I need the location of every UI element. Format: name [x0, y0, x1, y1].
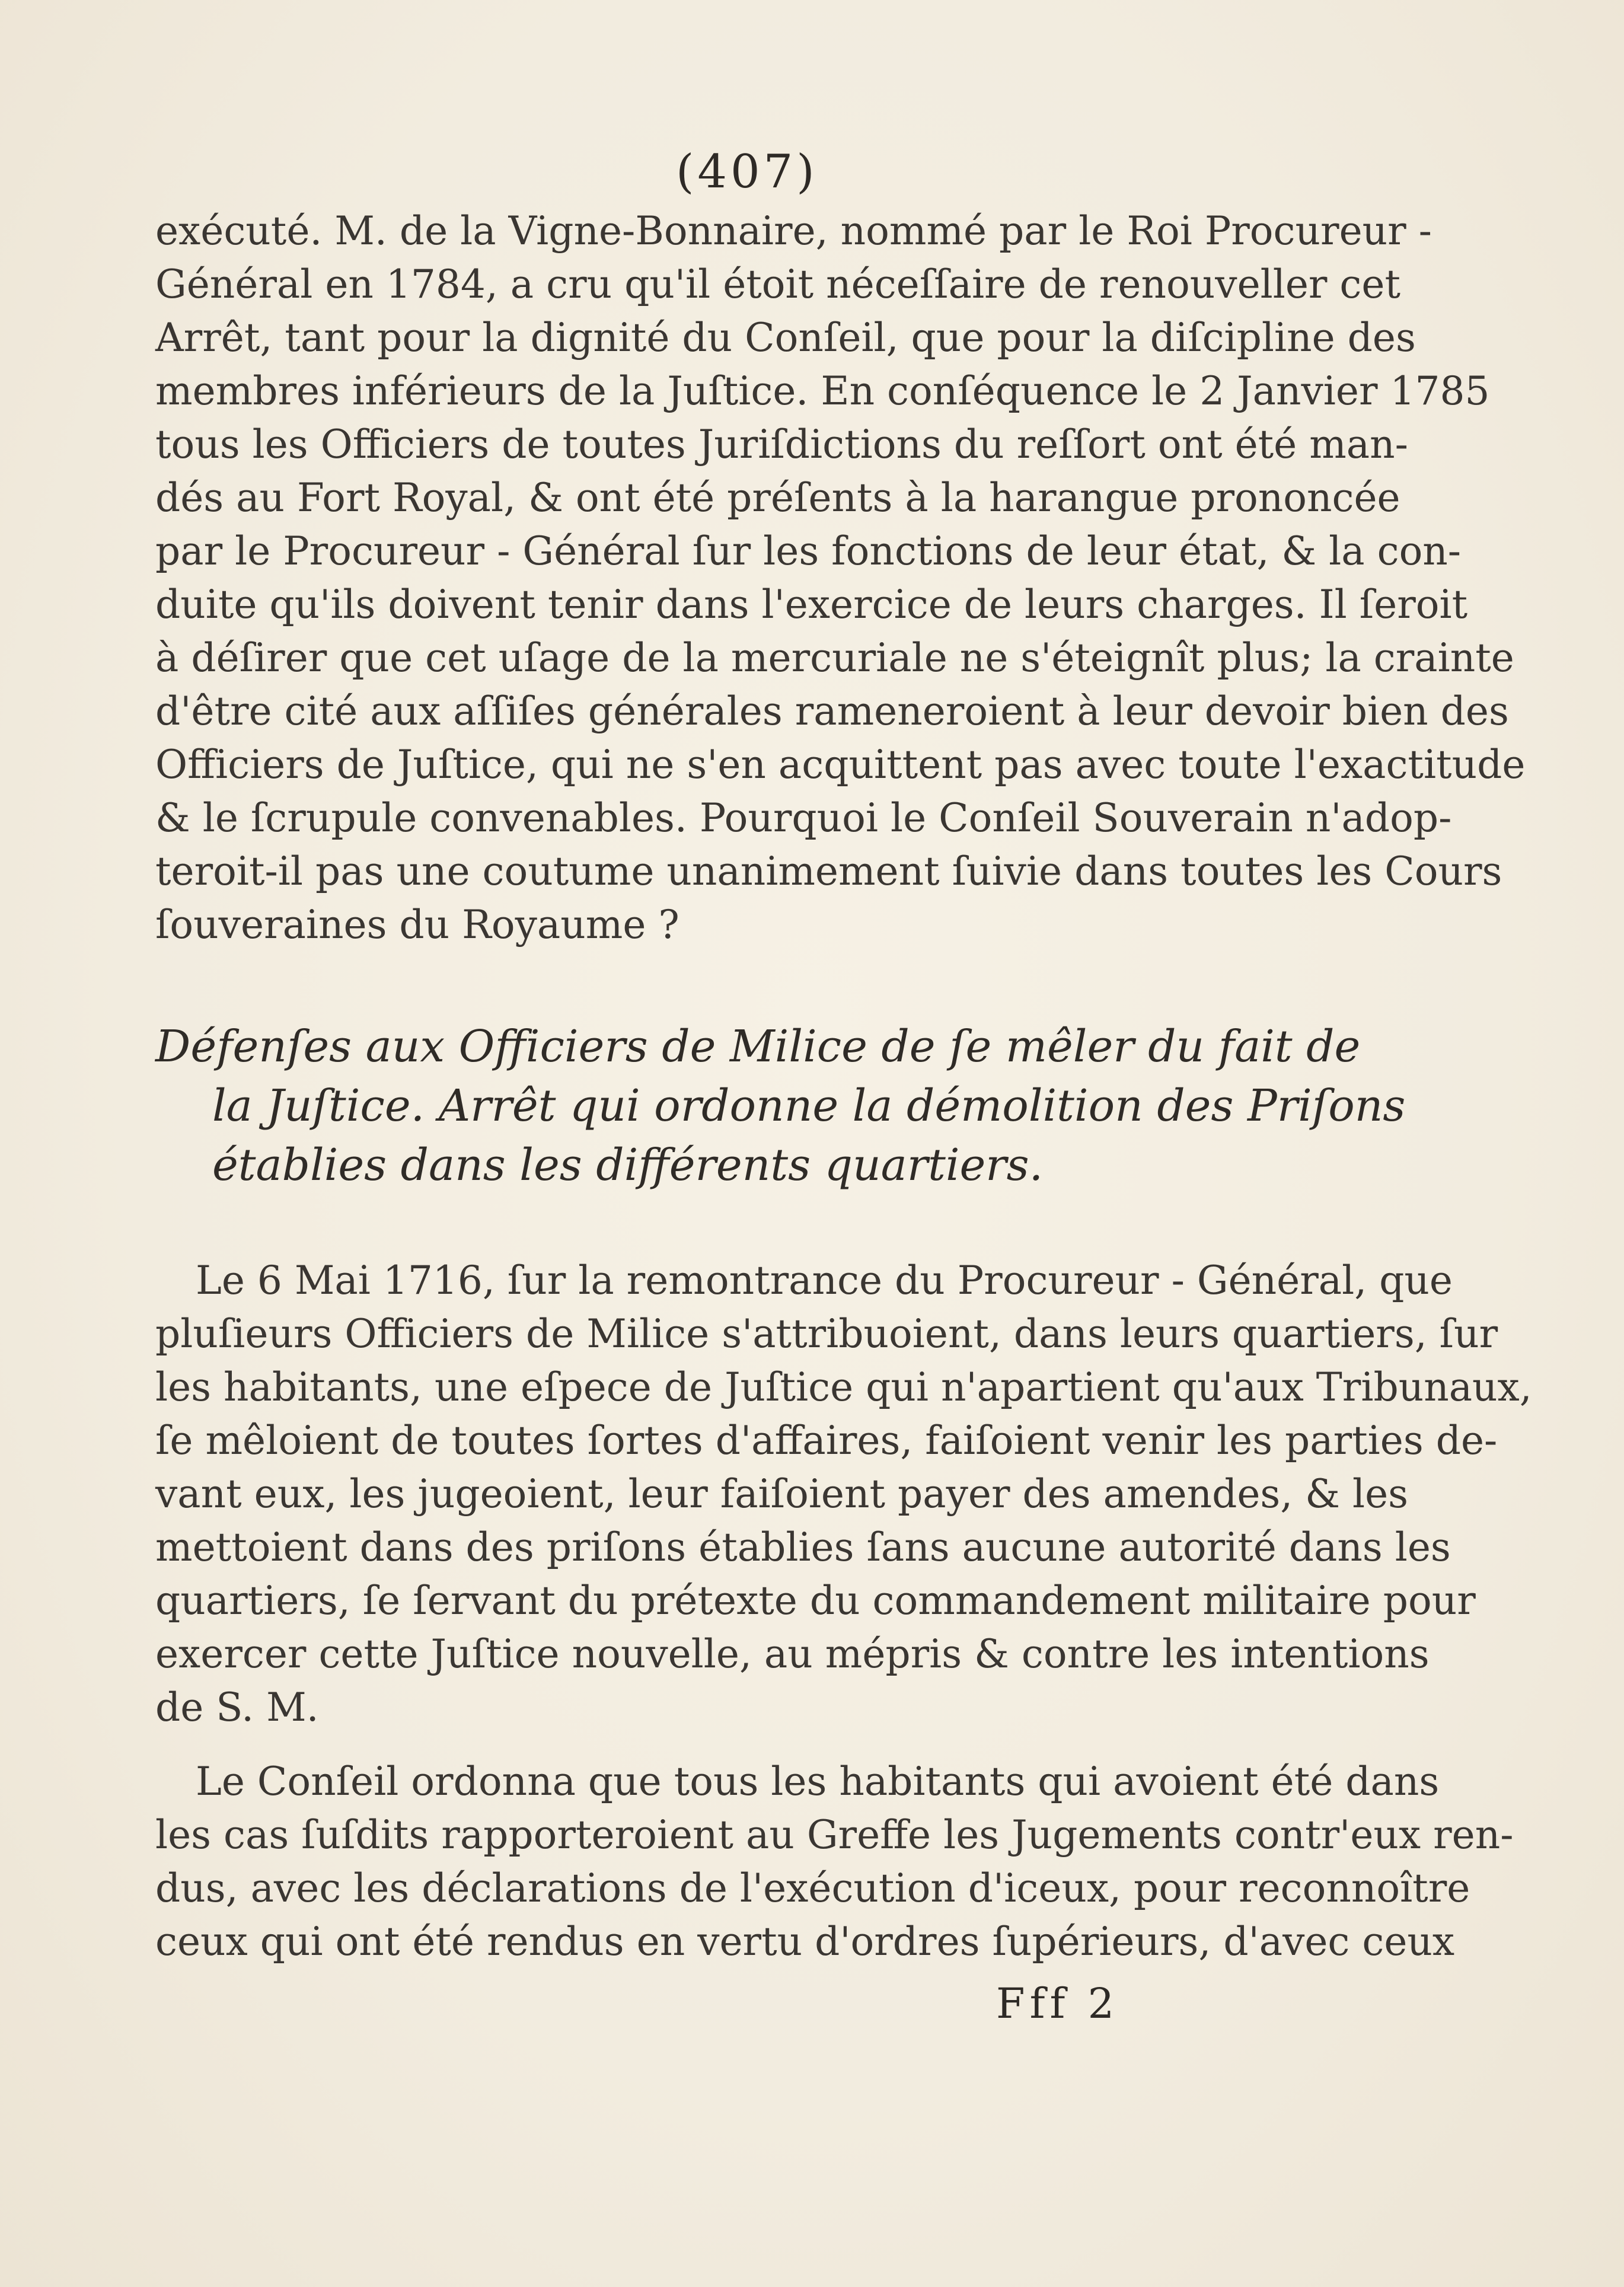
text-line: dus, avec les déclarations de l'exécution d'iceux, pour reconnoître — [155, 1865, 1470, 1911]
text-line: Officiers de Juſtice, qui ne s'en acquittent pas avec toute l'exactitude — [155, 742, 1526, 787]
text-line: ſouveraines du Royaume ? — [155, 902, 679, 948]
page-number: (407) — [676, 145, 818, 199]
signature-mark: Fff 2 — [996, 1979, 1119, 2028]
text-line: tous les Officiers de toutes Juriſdictions du reſſort ont été man- — [155, 422, 1408, 467]
text-line: exécuté. M. de la Vigne-Bonnaire, nommé par le Roi Procureur - — [155, 208, 1432, 254]
section-heading-line: Défenſes aux Officiers de Milice de ſe mêler du fait de — [155, 1021, 1361, 1072]
text-line: Le 6 Mai 1716, ſur la remontrance du Procureur - Général, que — [196, 1258, 1453, 1303]
text-line: vant eux, les jugeoient, leur faiſoient payer des amendes, & les — [155, 1471, 1409, 1517]
section-heading-line: établies dans les différents quartiers. — [212, 1140, 1044, 1191]
text-line: mettoient dans des priſons établies ſans aucune autorité dans les — [155, 1524, 1451, 1570]
text-line: Général en 1784, a cru qu'il étoit néceſſaire de renouveller cet — [155, 261, 1400, 307]
text-line: & le ſcrupule convenables. Pourquoi le Conſeil Souverain n'adop- — [155, 795, 1452, 841]
text-line: Arrêt, tant pour la dignité du Conſeil, que pour la diſcipline des — [155, 315, 1416, 361]
text-line: dés au Fort Royal, & ont été préſents à la harangue prononcée — [155, 475, 1400, 521]
text-line: teroit-il pas une coutume unanimement ſuivie dans toutes les Cours — [155, 849, 1502, 894]
text-line: duite qu'ils doivent tenir dans l'exercice de leurs charges. Il ſeroit — [155, 582, 1468, 627]
text-line: pluſieurs Officiers de Milice s'attribuoient, dans leurs quartiers, ſur — [155, 1311, 1498, 1357]
text-line: Le Conſeil ordonna que tous les habitants qui avoient été dans — [196, 1759, 1440, 1804]
text-line: quartiers, ſe ſervant du prétexte du commandement militaire pour — [155, 1578, 1476, 1623]
text-line: à déſirer que cet uſage de la mercuriale ne s'éteignît plus; la crainte — [155, 635, 1514, 681]
text-line: d'être cité aux aſſiſes générales rameneroient à leur devoir bien des — [155, 688, 1509, 734]
text-line: les habitants, une eſpece de Juſtice qui n'apartient qu'aux Tribunaux, — [155, 1364, 1532, 1410]
text-line: exercer cette Juſtice nouvelle, au mépris & contre les intentions — [155, 1631, 1430, 1677]
text-line: par le Procureur - Général ſur les fonctions de leur état, & la con- — [155, 528, 1462, 574]
text-line: ſe mêloient de toutes ſortes d'affaires, faiſoient venir les parties de- — [155, 1418, 1498, 1463]
text-line: ceux qui ont été rendus en vertu d'ordres ſupérieurs, d'avec ceux — [155, 1919, 1455, 1964]
text-line: de S. M. — [155, 1685, 319, 1730]
text-line: les cas ſuſdits rapporteroient au Greffe les Jugements contr'eux ren- — [155, 1812, 1514, 1858]
section-heading-line: la Juſtice. Arrêt qui ordonne la démolition des Priſons — [212, 1080, 1406, 1131]
text-line: membres inférieurs de la Juſtice. En conſéquence le 2 Janvier 1785 — [155, 368, 1490, 414]
